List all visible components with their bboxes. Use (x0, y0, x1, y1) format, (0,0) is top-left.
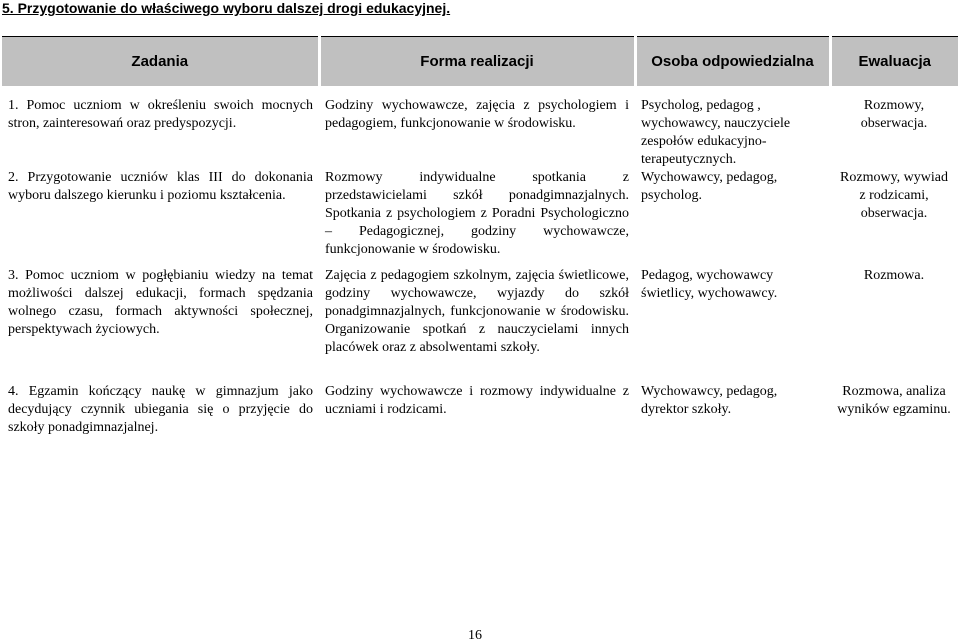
table-header-row (2, 37, 958, 87)
header-tasks: Zadania (2, 37, 319, 87)
section-heading: 5. Przygotowanie do właściwego wyboru dalszej drogi edukacyjnej. (2, 0, 451, 16)
task-cell: 3. Pomoc uczniom w pogłębianiu wiedzy na temat możliwości dalszej edukacji, formach spędzania wolnego czasu, formach aktywności społecznej, perspektywach życiowych. (8, 268, 313, 337)
tasks-table (2, 36, 958, 459)
task-cell: 1. Pomoc uczniom w określeniu swoich mocnych stron, zainteresowań oraz predyspozycji. (8, 98, 313, 131)
evaluation-cell: Rozmowy, wywiad z rodzicami, obserwacja. (840, 170, 948, 221)
form-cell: Godziny wychowawcze, zajęcia z psychologiem i pedagogiem, funkcjonowanie w środowisku. (325, 98, 629, 131)
form-cell: Zajęcia z pedagogiem szkolnym, zajęcia świetlicowe, godziny wychowawcze, wyjazdy do szkół ponadgimnazjalnych, funkcjonowanie w środowisku. Organizowanie spotkań z nauczycielami innych placówek oraz z absolwentami szkoły. (325, 268, 629, 355)
header-responsible: Osoba odpowiedzialna (635, 37, 830, 87)
table-row (2, 169, 958, 267)
evaluation-cell: Rozmowy, obserwacja. (860, 98, 928, 131)
table-row (2, 86, 958, 169)
responsible-cell: Wychowawcy, pedagog, dyrektor szkoły. (641, 384, 778, 417)
form-cell: Rozmowy indywidualne spotkania z przedstawicielami szkół ponadgimnazjalnych. Spotkania z psychologiem z Poradni Psychologiczno – Pedagogicznej, godziny wychowawcze, funkcjonowanie w środowisku. (325, 170, 629, 257)
evaluation-cell: Rozmowa, analiza wyników egzaminu. (837, 384, 951, 417)
header-evaluation: Ewaluacja (830, 37, 958, 87)
task-cell: 4. Egzamin kończący naukę w gimnazjum jako decydujący czynnik ubiegania się o przyjęcie do szkoły ponadgimnazjalnej. (8, 384, 313, 435)
task-cell: 2. Przygotowanie uczniów klas III do dokonania wyboru dalszego kierunku i poziomu kształcenia. (8, 170, 313, 203)
page-number: 16 (468, 628, 482, 643)
table-row (2, 267, 958, 383)
responsible-cell: Pedagog, wychowawcy świetlicy, wychowawcy. (641, 268, 778, 301)
form-cell: Godziny wychowawcze i rozmowy indywidualne z uczniami i rodzicami. (325, 384, 629, 417)
responsible-cell: Wychowawcy, pedagog, psycholog. (641, 170, 778, 203)
responsible-cell: Psycholog, pedagog , wychowawcy, nauczyciele zespołów edukacyjno-terapeutycznych. (641, 98, 791, 167)
table-row (2, 383, 958, 459)
header-form: Forma realizacji (319, 37, 635, 87)
evaluation-cell: Rozmowa. (863, 268, 925, 283)
